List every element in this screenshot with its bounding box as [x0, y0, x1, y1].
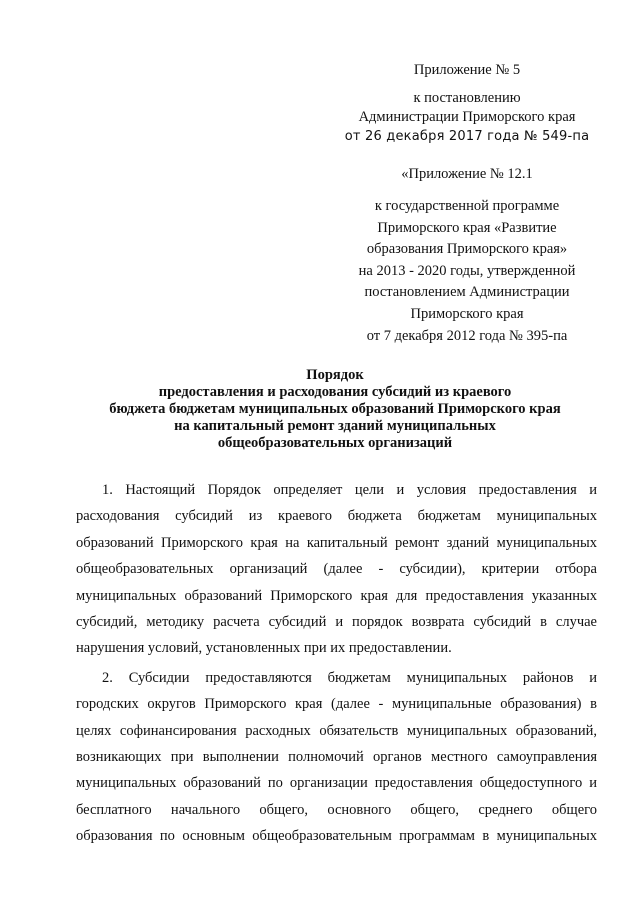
- title-line: Порядок: [306, 367, 364, 383]
- appendix-number: Приложение № 5: [413, 62, 521, 78]
- appendix-ref-line: от 7 декабря 2012 года № 395-па: [366, 327, 568, 344]
- appendix-ref-line: на 2013 - 2020 годы, утвержденной: [358, 262, 576, 279]
- appendix-ref-line: к государственной программе: [374, 198, 560, 214]
- paragraph-line: субсидий, методику расчета субсидий и порядок возврата субсидий в случае: [76, 613, 597, 630]
- appendix-ref-line: Приморского края «Развитие: [377, 219, 557, 236]
- paragraph-1: [76, 477, 597, 662]
- title-line: общеобразовательных организаций: [217, 435, 453, 451]
- paragraph-line: образований Приморского края на капитальный ремонт зданий муниципальных: [76, 534, 597, 551]
- appendix-to-resolution: к постановлению: [413, 90, 521, 106]
- title-line: бюджета бюджетам муниципальных образований Приморского края: [109, 401, 561, 417]
- title-line: на капитальный ремонт зданий муниципальных: [174, 418, 496, 434]
- document-body: [76, 477, 597, 849]
- paragraph-line: целях софинансирования расходных обязательств муниципальных образований,: [76, 722, 597, 739]
- paragraph-line: бесплатного начального общего, основного общего, среднего общего: [76, 801, 597, 818]
- appendix-ref-line: образования Приморского края»: [366, 241, 568, 258]
- paragraph-line: общеобразовательных организаций (далее - субсидии), критерии отбора: [76, 561, 597, 578]
- paragraph-line: образования по основным общеобразовательным программам в муниципальных: [76, 828, 597, 845]
- appendix-reference: [342, 165, 592, 347]
- paragraph-line: муниципальных образований по организации предоставления общедоступного и: [76, 775, 597, 792]
- appendix-header: [342, 61, 592, 146]
- title-line: предоставления и расходования субсидий из краевого: [158, 384, 512, 400]
- paragraph-line: 1. Настоящий Порядок определяет цели и условия предоставления и: [102, 482, 597, 498]
- document-title: [60, 367, 610, 452]
- paragraph-line: 2. Субсидии предоставляются бюджетам муниципальных районов и: [102, 669, 597, 686]
- appendix-authority: Администрации Приморского края: [358, 109, 576, 125]
- paragraph-2: [76, 665, 597, 850]
- paragraph-line: муниципальных образований Приморского края для предоставления указанных: [76, 587, 597, 604]
- appendix-ref-line: постановлением Администрации: [364, 284, 570, 301]
- paragraph-line: нарушения условий, установленных при их предоставлении.: [76, 640, 452, 657]
- appendix-date-line: от 26 декабря 2017 года № 549-па: [344, 129, 590, 144]
- paragraph-line: расходования субсидий из краевого бюджета бюджетам муниципальных: [76, 508, 597, 525]
- appendix-ref-line: Приморского края: [410, 305, 524, 322]
- appendix-ref-head: «Приложение № 12.1: [401, 166, 533, 182]
- paragraph-line: возникающих при выполнении полномочий органов местного самоуправления: [76, 748, 597, 765]
- paragraph-line: городских округов Приморского края (далее - муниципальные образования) в: [76, 696, 597, 713]
